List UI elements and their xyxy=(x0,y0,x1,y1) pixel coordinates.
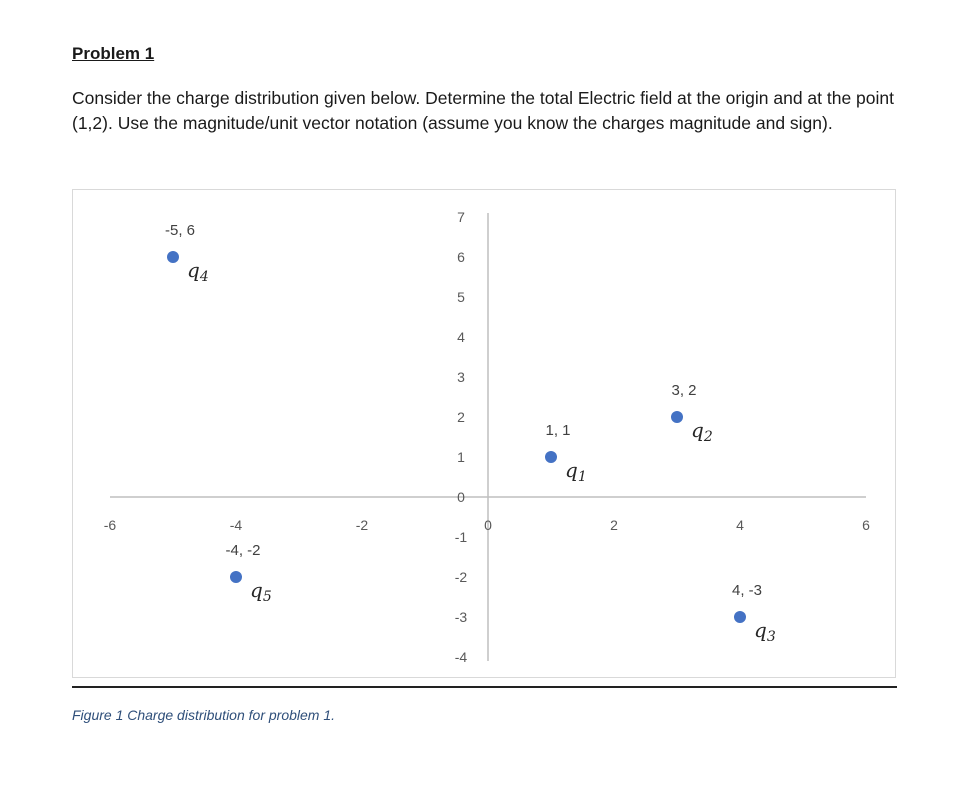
point-coordinate-label: -5, 6 xyxy=(164,222,196,239)
y-tick-label: -3 xyxy=(454,609,468,625)
x-tick-label: 2 xyxy=(610,517,618,533)
y-tick-label: -1 xyxy=(454,529,468,545)
y-tick-label: 7 xyxy=(457,209,465,225)
charge-name-label: $q_1$ xyxy=(565,458,587,485)
y-tick-label: 6 xyxy=(457,249,465,265)
y-tick-label: 0 xyxy=(457,489,465,505)
problem-statement: Consider the charge distribution given below. Determine the total Electric field at the origin and at the point (1,2). Use the magnitude/unit vector notation (assume you know the charges magnitude and sign). xyxy=(72,88,895,133)
point-coordinate-label: 1, 1 xyxy=(545,422,571,439)
y-tick-label: 1 xyxy=(457,449,465,465)
x-tick-label: 0 xyxy=(484,517,492,533)
x-tick-label: 4 xyxy=(736,517,744,533)
y-tick-label: 5 xyxy=(457,289,465,305)
figure-bottom-rule xyxy=(72,686,897,688)
charge-marker xyxy=(230,571,242,583)
x-tick-label: -6 xyxy=(103,517,117,533)
point-coordinate-label: 3, 2 xyxy=(671,382,697,399)
problem-heading: Problem 1 xyxy=(72,44,155,63)
charge-marker xyxy=(671,411,683,423)
x-tick-label: -2 xyxy=(355,517,369,533)
charge-marker xyxy=(167,251,179,263)
y-tick-label: -2 xyxy=(454,569,468,585)
y-tick-label: 2 xyxy=(457,409,465,425)
charge-name-label: $q_5$ xyxy=(250,578,272,605)
y-tick-label: 3 xyxy=(457,369,465,385)
charge-name-label: $q_4$ xyxy=(187,258,209,285)
point-coordinate-label: -4, -2 xyxy=(225,542,261,559)
charge-marker xyxy=(545,451,557,463)
charge-name-label: $q_2$ xyxy=(691,418,713,445)
y-tick-label: -4 xyxy=(454,649,468,665)
chart-points xyxy=(165,222,776,645)
figure-caption: Figure 1 Charge distribution for problem 1. xyxy=(72,707,336,723)
charge-marker xyxy=(734,611,746,623)
point-coordinate-label: 4, -3 xyxy=(731,582,763,599)
x-tick-label: 6 xyxy=(862,517,870,533)
charge-name-label: $q_3$ xyxy=(754,618,776,645)
y-tick-label: 4 xyxy=(457,329,465,345)
x-tick-label: -4 xyxy=(229,517,243,533)
